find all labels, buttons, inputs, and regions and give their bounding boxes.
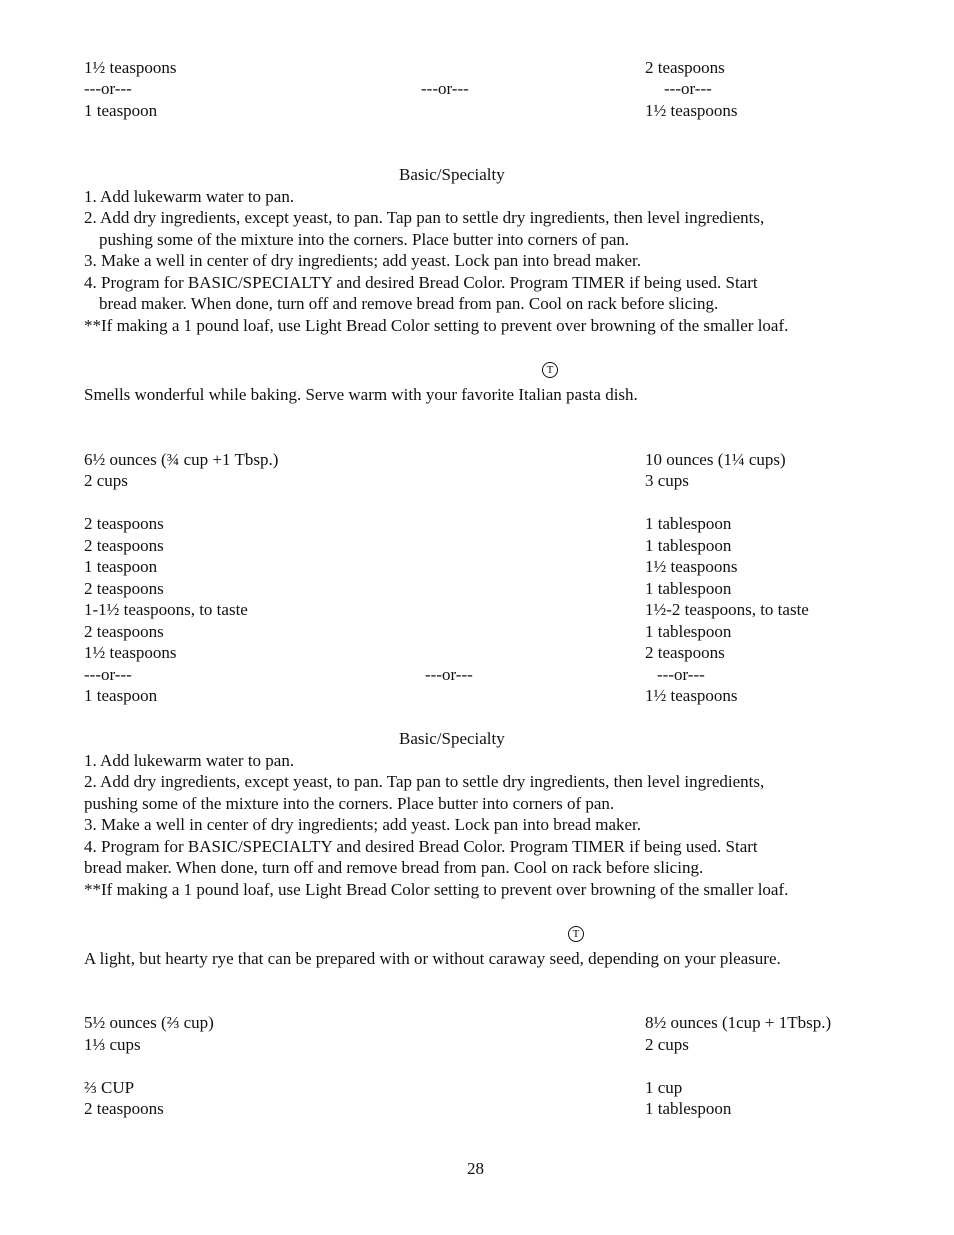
instruction-step: bread maker. When done, turn off and remove bread from pan. Cool on rack before slicing. <box>99 294 719 313</box>
ingredient-left: 1⅓ cups <box>84 1035 141 1054</box>
ingredient-right: 1 tablespoon <box>645 1099 732 1118</box>
ingredient-right: 8½ ounces (1cup + 1Tbsp.) <box>645 1013 832 1032</box>
instruction-note: **If making a 1 pound loaf, use Light Bread Color setting to prevent over browning of the smaller loaf. <box>84 880 789 899</box>
ingredient-left: 2 cups <box>84 471 128 490</box>
ingredient-right: 1 tablespoon <box>645 579 732 598</box>
ingredient-right: 1 tablespoon <box>645 536 732 555</box>
ingredient-right: 1½ teaspoons <box>645 557 738 576</box>
ingredient-right: 1 tablespoon <box>645 622 732 641</box>
instruction-step: 4. Program for BASIC/SPECIALTY and desired Bread Color. Program TIMER if being used. Start <box>84 837 758 856</box>
ingredient-left: 2 teaspoons <box>84 579 164 598</box>
ingredient-right: 2 teaspoons <box>645 643 725 662</box>
cycle-heading: Basic/Specialty <box>399 729 505 748</box>
ingredient-left: 1½ teaspoons <box>84 58 177 77</box>
ingredient-right: 1 cup <box>645 1078 683 1097</box>
ingredient-right: 1 tablespoon <box>645 514 732 533</box>
instruction-step: 3. Make a well in center of dry ingredients; add yeast. Lock pan into bread maker. <box>84 251 642 270</box>
ingredient-left: ---or--- <box>84 79 132 98</box>
instruction-step: pushing some of the mixture into the corners. Place butter into corners of pan. <box>84 794 615 813</box>
ingredient-left: 5½ ounces (⅔ cup) <box>84 1013 214 1032</box>
ingredient-left: 2 teaspoons <box>84 1099 164 1118</box>
ingredient-left: 1 teaspoon <box>84 686 158 705</box>
instruction-step: 2. Add dry ingredients, except yeast, to pan. Tap pan to settle dry ingredients, then level ingredients, <box>84 772 765 791</box>
ingredient-left: 1-1½ teaspoons, to taste <box>84 600 248 619</box>
ingredient-right: 2 teaspoons <box>645 58 725 77</box>
instruction-step: 1. Add lukewarm water to pan. <box>84 187 295 206</box>
page-number: 28 <box>467 1159 484 1178</box>
ingredient-right: 3 cups <box>645 471 689 490</box>
ingredient-left: 1½ teaspoons <box>84 643 177 662</box>
cycle-heading: Basic/Specialty <box>399 165 505 184</box>
ingredient-right: 10 ounces (1¼ cups) <box>645 450 786 469</box>
ingredient-right: 1½ teaspoons <box>645 686 738 705</box>
ingredient-left: 2 teaspoons <box>84 536 164 555</box>
instruction-step: 1. Add lukewarm water to pan. <box>84 751 295 770</box>
recipe-description: A light, but hearty rye that can be prepared with or without caraway seed, depending on your pleasure. <box>84 949 781 968</box>
ingredient-left: 6½ ounces (¾ cup +1 Tbsp.) <box>84 450 279 469</box>
ingredient-left: 1 teaspoon <box>84 101 158 120</box>
instruction-step: bread maker. When done, turn off and remove bread from pan. Cool on rack before slicing. <box>84 858 704 877</box>
ingredient-right: 1½ teaspoons <box>645 101 738 120</box>
instruction-note: **If making a 1 pound loaf, use Light Bread Color setting to prevent over browning of the smaller loaf. <box>84 316 789 335</box>
instruction-step: 2. Add dry ingredients, except yeast, to pan. Tap pan to settle dry ingredients, then level ingredients, <box>84 208 765 227</box>
ingredient-left: ⅔ CUP <box>84 1078 135 1097</box>
timer-icon: T <box>568 926 584 942</box>
ingredient-left: ---or--- <box>84 665 132 684</box>
instruction-step: 4. Program for BASIC/SPECIALTY and desired Bread Color. Program TIMER if being used. Start <box>84 273 758 292</box>
timer-icon: T <box>542 362 558 378</box>
ingredient-left: 2 teaspoons <box>84 622 164 641</box>
ingredient-right: 2 cups <box>645 1035 689 1054</box>
ingredient-right: ---or--- <box>657 665 705 684</box>
instruction-step: 3. Make a well in center of dry ingredients; add yeast. Lock pan into bread maker. <box>84 815 642 834</box>
ingredient-right: 1½-2 teaspoons, to taste <box>645 600 809 619</box>
recipe-description: Smells wonderful while baking. Serve warm with your favorite Italian pasta dish. <box>84 385 638 404</box>
ingredient-right: ---or--- <box>664 79 712 98</box>
or-separator: ---or--- <box>421 79 469 98</box>
instruction-step: pushing some of the mixture into the corners. Place butter into corners of pan. <box>99 230 630 249</box>
ingredient-left: 1 teaspoon <box>84 557 158 576</box>
or-separator: ---or--- <box>425 665 473 684</box>
ingredient-left: 2 teaspoons <box>84 514 164 533</box>
